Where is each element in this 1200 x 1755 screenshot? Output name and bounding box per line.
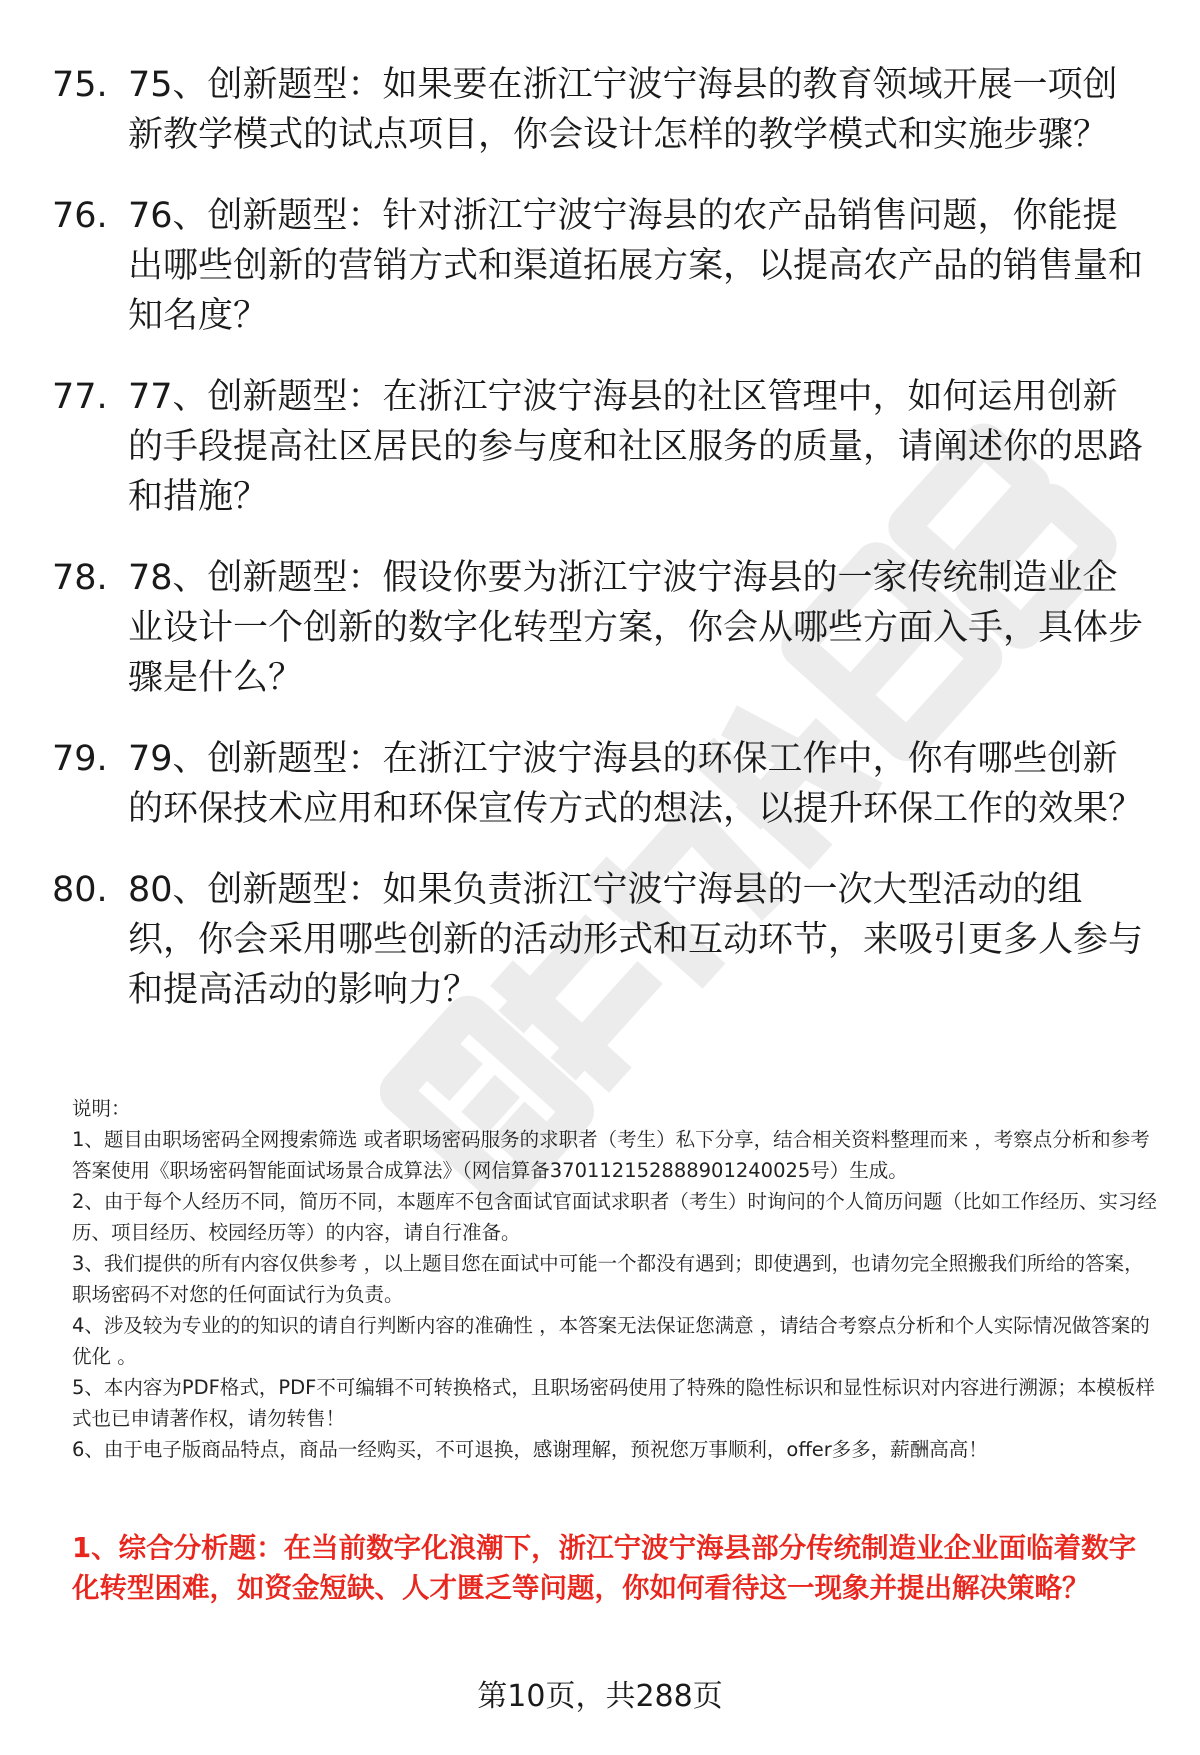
- note-item: 3、我们提供的所有内容仅供参考 ，以上题目您在面试中可能一个都没有遇到；即使遇到，也请勿完全照搬我们所给的答案，职场密码不对您的任何面试行为负责。: [72, 1252, 1144, 1306]
- question-number: 76.: [52, 196, 108, 236]
- question-item: [52, 865, 1152, 1015]
- question-text: 80、创新题型：如果负责浙江宁波宁海县的一次大型活动的组织，你会采用哪些创新的活动形式和互动环节，来吸引更多人参与和提高活动的影响力？: [128, 870, 1144, 1010]
- question-text: 78、创新题型：假设你要为浙江宁波宁海县的一家传统制造业企业设计一个创新的数字化转型方案，你会从哪些方面入手，具体步骤是什么？: [128, 558, 1144, 698]
- question-text: 76、创新题型：针对浙江宁波宁海县的农产品销售问题，你能提出哪些创新的营销方式和渠道拓展方案，以提高农产品的销售量和知名度？: [128, 196, 1144, 336]
- question-item: [52, 191, 1152, 341]
- question-number: 79.: [52, 739, 108, 779]
- note-item: 2、由于每个人经历不同，简历不同，本题库不包含面试官面试求职者（考生）时询问的个人简历问题（比如工作经历、实习经历、项目经历、校园经历等）的内容，请自行准备。: [72, 1190, 1157, 1244]
- question-text: 79、创新题型：在浙江宁波宁海县的环保工作中，你有哪些创新的环保技术应用和环保宣传方式的想法，以提升环保工作的效果？: [128, 739, 1144, 829]
- question-number: 80.: [52, 870, 108, 910]
- question-item: [52, 60, 1152, 160]
- notes-title: 说明：: [72, 1097, 131, 1120]
- question-text: 75、创新题型：如果要在浙江宁波宁海县的教育领域开展一项创新教学模式的试点项目，你会设计怎样的教学模式和实施步骤？: [128, 65, 1118, 155]
- question-item: [52, 372, 1152, 522]
- note-item: 5、本内容为PDF格式，PDF不可编辑不可转换格式，且职场密码使用了特殊的隐性标识和显性标识对内容进行溯源；本模板样式也已申请著作权，请勿转售！: [72, 1376, 1155, 1430]
- question-item: [52, 734, 1152, 834]
- question-number: 77.: [52, 377, 108, 417]
- question-number: 75.: [52, 65, 108, 105]
- note-item: 4、涉及较为专业的的知识的请自行判断内容的准确性 ，本答案无法保证您满意 ，请结合考察点分析和个人实际情况做答案的优化 。: [72, 1314, 1150, 1368]
- question-text: 77、创新题型：在浙江宁波宁海县的社区管理中，如何运用创新的手段提高社区居民的参与度和社区服务的质量，请阐述你的思路和措施？: [128, 377, 1144, 517]
- notes-section: [72, 1093, 1157, 1465]
- highlight-question: 1、综合分析题：在当前数字化浪潮下，浙江宁波宁海县部分传统制造业企业面临着数字化转型困难，如资金短缺、人才匮乏等问题，你如何看待这一现象并提出解决策略？: [72, 1532, 1137, 1604]
- note-item: 1、题目由职场密码全网搜索筛选 或者职场密码服务的求职者（考生）私下分享，结合相关资料整理而来 ，考察点分析和参考答案使用《职场密码智能面试场景合成算法》（网信算备370112152888901240025号）生成。: [72, 1128, 1150, 1182]
- question-item: [52, 553, 1152, 703]
- question-number: 78.: [52, 558, 108, 598]
- page-footer: 第10页，共288页: [477, 1679, 723, 1714]
- question-list: [52, 60, 1152, 1046]
- note-item: 6、由于电子版商品特点，商品一经购买，不可退换，感谢理解，预祝您万事顺利，offer多多，薪酬高高！: [72, 1438, 988, 1461]
